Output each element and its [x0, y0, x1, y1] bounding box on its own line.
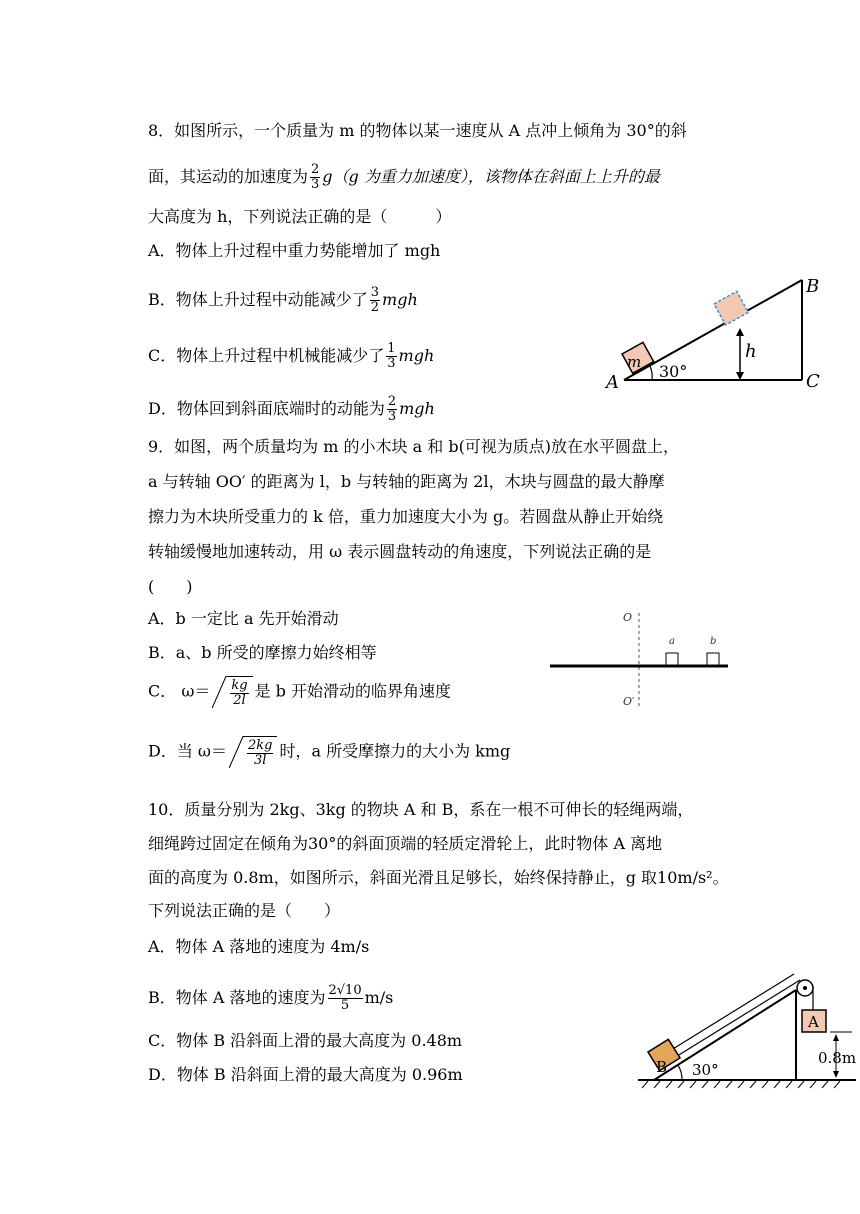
q8-option-c: C．物体上升过程中机械能减少了 $\frac{1}{3}$ mgh: [148, 341, 435, 371]
q10-option-b-fraction: $\frac{2√10}{5}$: [328, 983, 362, 1013]
q8-label-h: h: [745, 341, 757, 362]
q8-option-d-fraction: $\frac{2}{3}$: [387, 394, 397, 424]
q8-label-angle: 30°: [659, 362, 688, 381]
q10-option-a: A．物体 A 落地的速度为 4m/s: [148, 937, 370, 956]
q10-pulley-figure: [634, 972, 860, 1094]
q10-slope-line: [654, 990, 796, 1080]
q8-option-a: A．物体上升过程中重力势能增加了 mgh: [148, 241, 441, 260]
q10-rope-incline: [674, 980, 800, 1058]
q9-disc-figure: [548, 605, 733, 715]
q8-line-2: [148, 163, 660, 192]
q9-label-o: O: [623, 611, 633, 624]
q8-option-b-fraction: $\frac{3}{2}$: [370, 285, 380, 315]
q9-line-4: 转轴缓慢地加速转动，用 ω 表示圆盘转动的角速度，下列说法正确的是: [148, 542, 652, 561]
q9-option-a: A．b 一定比 a 先开始滑动: [148, 609, 339, 628]
q8-label-c: C: [806, 371, 820, 392]
q9-line-2: a 与转轴 OO′ 的距离为 l，b 与转轴的距离为 2l，木块与圆盘的最大静摩: [148, 472, 665, 491]
q8-label-a: A: [606, 372, 619, 393]
q8-incline-figure: [600, 270, 830, 400]
q8-line-1: 8．如图所示，一个质量为 m 的物体以某一速度从 A 点冲上倾角为 30°的斜: [148, 121, 687, 140]
q9-block-b: [707, 653, 719, 665]
q9-option-c: C． ω＝ $\frac{kg}{2l}$ 是 b 开始滑动的临界角速度: [148, 678, 452, 708]
q9-line-5: ( ): [148, 577, 193, 596]
q9-line-3: 擦力为木块所受重力的 k 倍，重力加速度大小为 g。若圆盘从静止开始绕: [148, 507, 664, 526]
q9-option-d-root: $\frac{2kg}{3l}$: [229, 736, 277, 768]
q10-option-c: C．物体 B 沿斜面上滑的最大高度为 0.48m: [148, 1031, 463, 1050]
q9-label-b: b: [710, 636, 717, 647]
q9-label-a: a: [669, 636, 675, 647]
q10-ground-hatch: [642, 1081, 840, 1088]
q8-label-b: B: [806, 276, 820, 297]
q10-line-2: 细绳跨过固定在倾角为30°的斜面顶端的轻质定滑轮上，此时物体 A 离地: [148, 834, 663, 853]
q10-line-3: 面的高度为 0.8m，如图所示，斜面光滑且足够长，始终保持静止，g 取10m/s²。: [148, 868, 729, 887]
q10-label-a: A: [808, 1013, 819, 1031]
q8-line-3: 大高度为 h，下列说法正确的是（ ）: [148, 207, 452, 226]
q8-option-c-fraction: $\frac{1}{3}$: [387, 341, 396, 371]
q8-block-dashed: [714, 291, 748, 325]
q9-line-1: 9．如图，两个质量均为 m 的小木块 a 和 b(可视为质点)放在水平圆盘上，: [148, 437, 680, 456]
q9-block-a: [666, 653, 678, 665]
q8-label-m: m: [627, 353, 642, 371]
q8-line-2a: 面，其运动的加速度为: [148, 167, 309, 186]
q9-option-b: B．a、b 所受的摩擦力始终相等: [148, 643, 377, 662]
q8-fraction: $\frac{2}{3}$: [311, 162, 320, 192]
q9-label-o-prime: O′: [623, 695, 635, 708]
q8-slope-line: [624, 280, 802, 380]
q8-option-d: D．物体回到斜面底端时的动能为 $\frac{2}{3}$ mgh: [148, 394, 435, 424]
q10-line-4: 下列说法正确的是（ ）: [148, 901, 341, 920]
q10-label-angle: 30°: [692, 1061, 719, 1079]
q10-label-height: 0.8m: [818, 1049, 857, 1067]
q8-line-2b: g（g 为重力加速度），该物体在斜面上上升的最: [322, 167, 660, 186]
q8-angle-arc: [650, 366, 652, 380]
q10-option-b: B．物体 A 落地的速度为 $\frac{2√10}{5}$ m/s: [148, 983, 394, 1013]
q10-line-1: 10．质量分别为 2kg、3kg 的物块 A 和 B，系在一根不可伸长的轻绳两端，: [148, 800, 694, 819]
q10-angle-arc: [678, 1065, 682, 1080]
q9-option-d: D．当 ω＝ $\frac{2kg}{3l}$ 时，a 所受摩擦力的大小为 kmg: [148, 738, 511, 768]
q10-option-d: D．物体 B 沿斜面上滑的最大高度为 0.96m: [148, 1065, 463, 1084]
q9-option-c-root: $\frac{kg}{2l}$: [212, 676, 252, 708]
q8-option-b: B．物体上升过程中动能减少了 $\frac{3}{2}$ mgh: [148, 285, 418, 315]
q10-label-b: B: [656, 1058, 668, 1076]
